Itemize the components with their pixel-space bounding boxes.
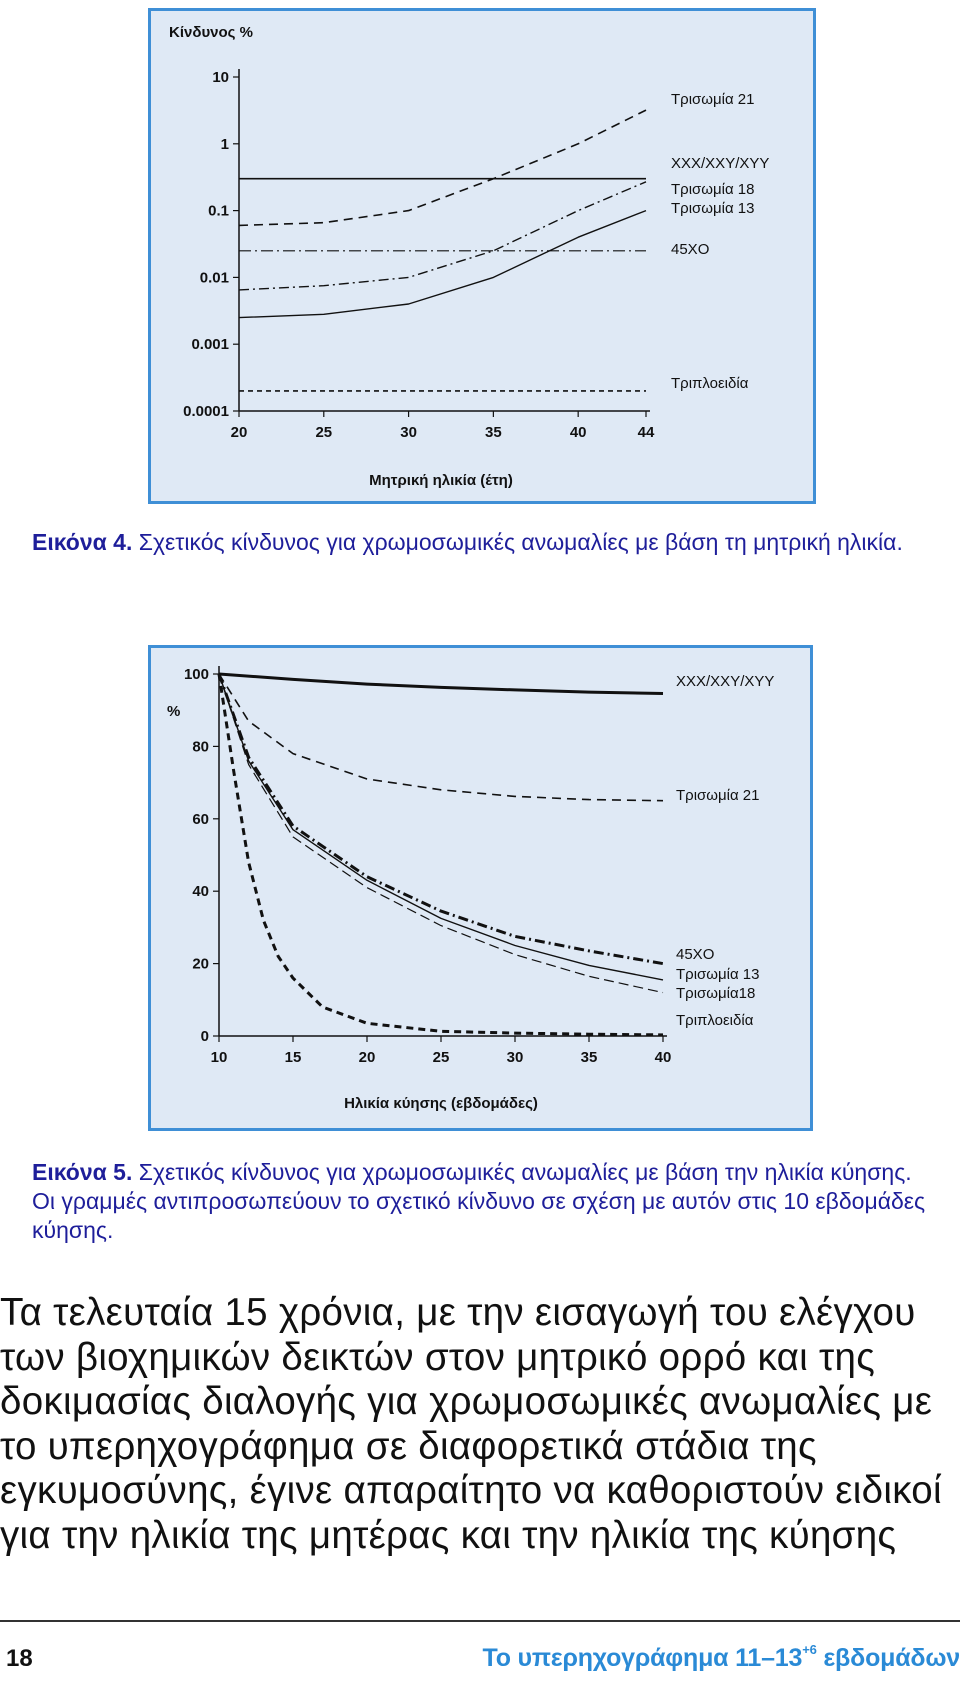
y-axis-title: Κίνδυνος % [169, 24, 253, 41]
series-line-τρισωμία-18 [239, 182, 646, 290]
x-tick-label: 30 [506, 1049, 524, 1066]
x-axis-title: Μητρική ηλικία (έτη) [369, 472, 513, 489]
series-label-xxx-xxy-xyy: XXX/XXY/XYY [671, 155, 770, 172]
running-title [482, 1641, 960, 1673]
x-tick-label: 25 [315, 424, 333, 441]
series-label-τριπλοειδία: Τριπλοειδία [676, 1012, 754, 1029]
figure-5-caption [32, 1158, 932, 1245]
figure-4-caption-label: Εικόνα 4. [32, 529, 133, 555]
y-tick-label: 100 [183, 666, 209, 683]
x-tick-label: 44 [637, 424, 655, 441]
y-tick-label: 80 [192, 738, 209, 756]
figure-4-risk-by-maternal-age [148, 8, 816, 504]
figure-5-caption-label: Εικόνα 5. [32, 1159, 133, 1185]
series-line-τρισωμία-13 [239, 211, 646, 318]
body-paragraph: Τα τελευταία 15 χρόνια, με την εισαγωγή του ελέγχου των βιοχημικών δεικτών στον μητρικό ορρό και της δοκιμασίας διαλογής για χρωμοσωμικές ανωμαλίες με το υπερηχογράφημα σε διαφορετικά στάδια της εγκυμοσύνης, έγινε απαραίτητο να καθοριστούν ειδικοί για την ηλικία της μητέρας και την ηλικία της κύησης [0, 1291, 942, 1557]
y-tick-label: 0.0001 [183, 403, 229, 420]
x-tick-label: 30 [400, 424, 417, 441]
series-label-45xo: 45XO [671, 241, 710, 258]
chart-maternal-age [151, 11, 813, 501]
y-tick-label: 60 [192, 810, 209, 828]
x-axis-title: Ηλικία κύησης (εβδομάδες) [344, 1095, 538, 1112]
series-label-τριπλοειδία: Τριπλοειδία [671, 375, 749, 392]
running-title-end: εβδομάδων [816, 1644, 960, 1672]
y-tick-label: 10 [212, 69, 229, 86]
x-tick-label: 25 [432, 1049, 450, 1066]
figure-4-caption [32, 528, 932, 557]
series-label-τρισωμία-13: Τρισωμία 13 [676, 966, 760, 983]
y-tick-label: 0.1 [208, 202, 229, 220]
x-tick-label: 35 [580, 1049, 598, 1066]
series-label-τρισωμία-13: Τρισωμία 13 [671, 200, 755, 217]
page-number: 18 [6, 1645, 33, 1672]
series-label-τρισωμία18: Τρισωμία18 [676, 985, 756, 1002]
series-label-45xo: 45XO [676, 946, 715, 963]
x-tick-label: 20 [230, 424, 248, 441]
y-axis-title: % [167, 703, 181, 720]
running-title-text: Το υπερηχογράφημα 11–13 [482, 1644, 803, 1672]
y-tick-label: 0.001 [191, 336, 229, 354]
running-title-superscript: +6 [802, 1641, 817, 1657]
x-tick-label: 40 [569, 424, 587, 441]
chart-gestational-age [151, 648, 810, 1128]
series-label-xxx-xxy-xyy: XXX/XXY/XYY [676, 673, 775, 690]
figure-4-caption-text: Σχετικός κίνδυνος για χρωμοσωμικές ανωμαλίες με βάση τη μητρική ηλικία. [138, 529, 903, 555]
series-line-xxx-xxy-xyy [219, 674, 663, 694]
series-line-τρισωμία-13 [219, 674, 663, 980]
y-tick-label: 40 [192, 883, 209, 901]
series-line-τρισωμία18 [219, 674, 663, 993]
series-label-τρισωμία-21: Τρισωμία 21 [676, 787, 760, 804]
series-label-τρισωμία-18: Τρισωμία 18 [671, 181, 755, 198]
x-tick-label: 20 [358, 1049, 376, 1066]
series-label-τρισωμία-21: Τρισωμία 21 [671, 91, 755, 108]
series-line-τριπλοειδία [219, 674, 663, 1035]
x-tick-label: 35 [485, 424, 502, 441]
footer-divider [0, 1620, 960, 1622]
figure-5-caption-text: Σχετικός κίνδυνος για χρωμοσωμικές ανωμαλίες με βάση την ηλικία κύησης. Οι γραμμές αντιπροσωπεύουν το σχετικό κίνδυνο σε σχέση με αυτόν στις 10 εβδομάδες κύησης. [32, 1159, 926, 1243]
x-tick-label: 15 [284, 1049, 302, 1066]
figure-5-risk-by-gestational-age [148, 645, 813, 1131]
y-tick-label: 20 [192, 955, 209, 973]
y-tick-label: 0 [200, 1028, 209, 1045]
y-tick-label: 0.01 [199, 269, 229, 287]
x-tick-label: 40 [654, 1049, 672, 1066]
y-tick-label: 1 [220, 135, 229, 153]
x-tick-label: 10 [210, 1049, 228, 1066]
